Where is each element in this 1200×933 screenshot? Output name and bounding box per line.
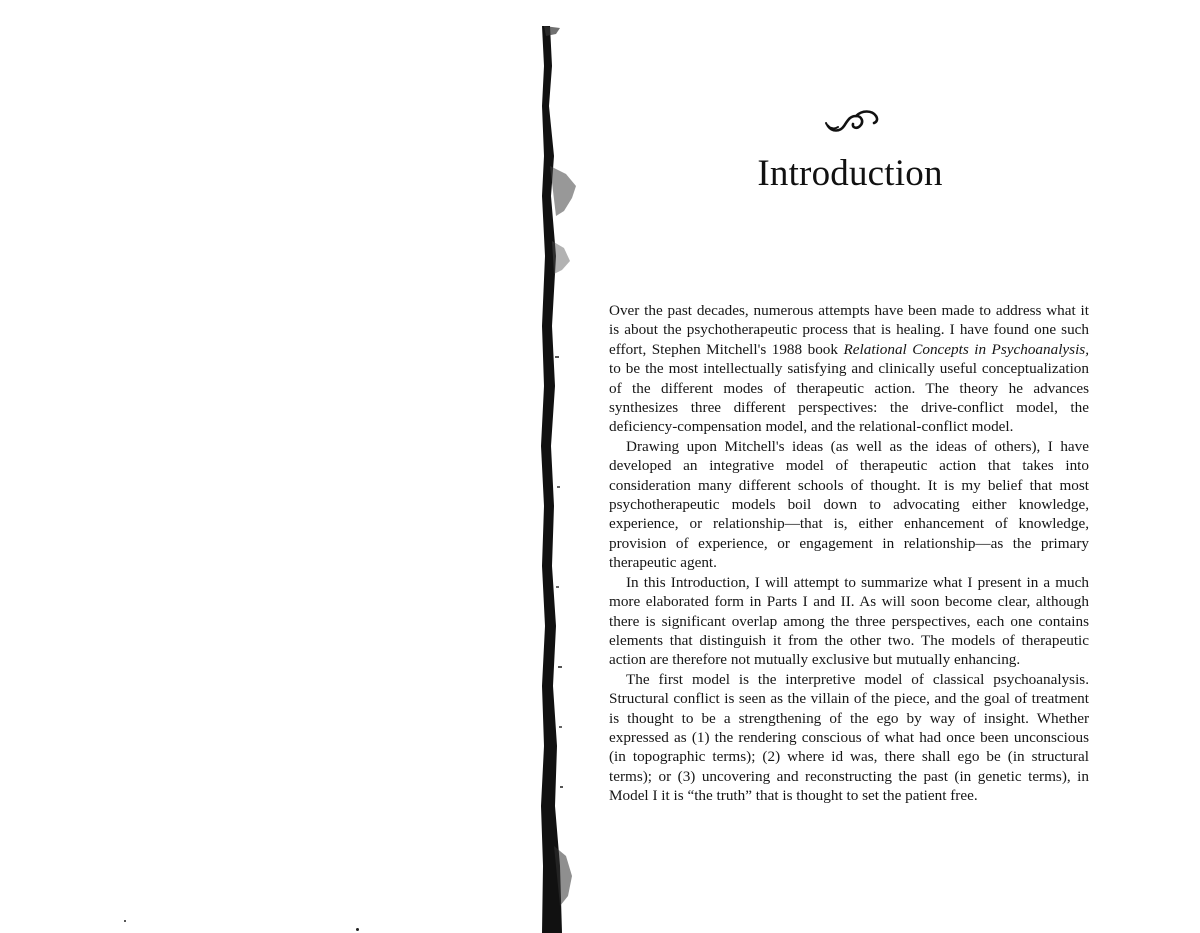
paragraph-text: Over the past decades, numerous attempts have been made to address what it is about the psychotherapeutic process that is healing. I have found one such effort, Stephen Mitchell's 1988 book [609, 302, 1089, 358]
chapter-body [609, 301, 1089, 806]
book-title-italic: Relational Concepts in Psychoanalysis, [843, 340, 1089, 358]
paragraph-text: Drawing upon Mitchell's ideas (as well as the ideas of others), I have developed an integrative model of therapeutic action that takes into consideration many different schools of thought. It is my belief that most psychotherapeutic models boil down to advocating either knowledge, experience, or relationship—that is, either enhancement of knowledge, provision of experience, or engagement in relationship—as the primary therapeutic agent. [609, 437, 1089, 572]
scan-speck [356, 928, 359, 931]
paragraph [609, 670, 1089, 806]
scan-speck [124, 920, 126, 922]
book-spine-shadow [536, 26, 596, 933]
paragraph-text: The first model is the interpretive model of classical psychoanalysis. Structural conflict is seen as the villain of the piece, and the goal of treatment is thought to be a strengthening of the ego by way of insight. Whether expressed as (1) the rendering conscious of what had once been unconscious (in topographic terms); (2) where id was, there shall ego be (in structural terms); or (3) uncovering and reconstructing the past (in genetic terms), in Model I it is “the truth” that is thought to set the patient free. [609, 670, 1089, 805]
paragraph [609, 437, 1089, 573]
paragraph [609, 573, 1089, 670]
paragraph-text: In this Introduction, I will attempt to summarize what I present in a much more elaborated form in Parts I and II. As will soon become clear, although there is significant overlap among the three perspectives, each one contains elements that distinguish it from the other two. The models of therapeutic action are therefore not mutually exclusive but mutually enhancing. [609, 573, 1089, 669]
chapter-title: Introduction [757, 153, 943, 194]
paragraph [609, 301, 1089, 437]
chapter-ornament-icon [822, 108, 882, 138]
paragraph-text: to be the most intellectually satisfying and clinically useful conceptualization of the different modes of therapeutic action. The theory he advances synthesizes three different perspectives: the drive-conflict model, the deficiency-compensation model, and the relational-conflict model. [609, 360, 1089, 436]
